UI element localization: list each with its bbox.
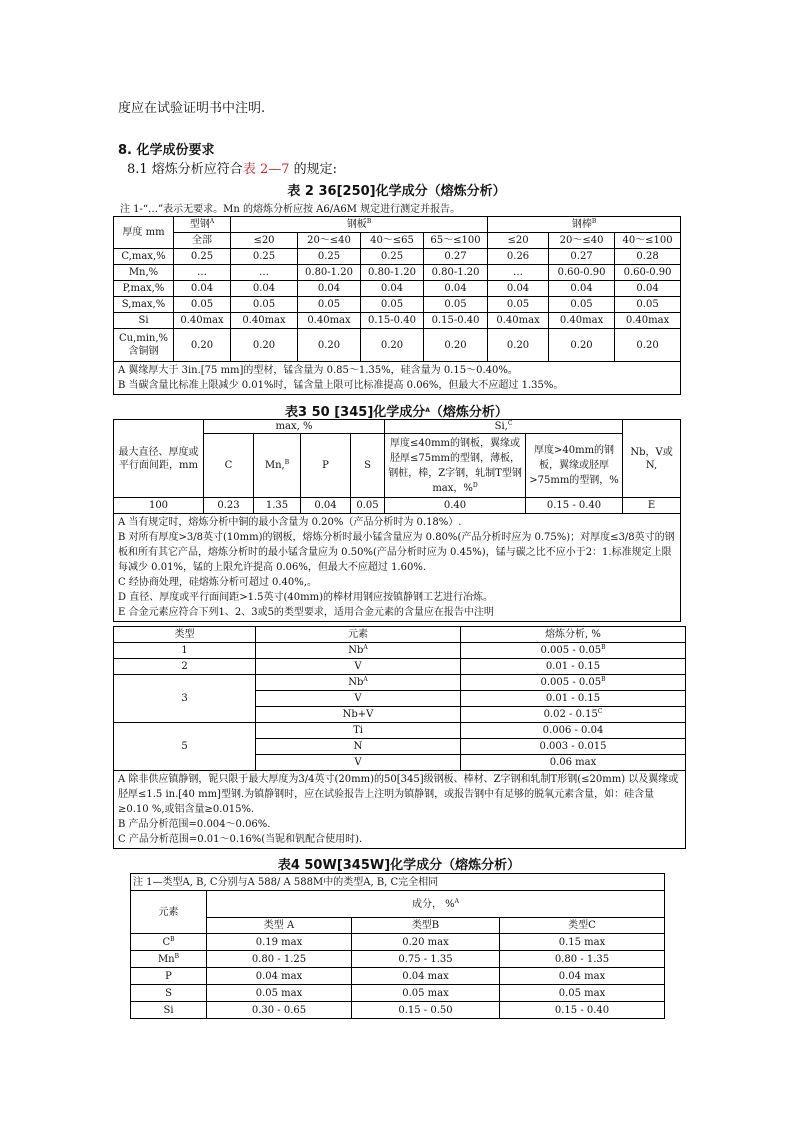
table-cell: $Nb^A$	[256, 675, 461, 691]
row-label: Cu,min,% 含铜钢	[114, 329, 174, 362]
table-cell: 0.80 - 1.25	[207, 951, 352, 968]
table-cell: 0.25	[361, 249, 424, 265]
table-cell: 0.40max	[615, 313, 681, 329]
bar-range: 20～≤40	[549, 233, 615, 249]
footnote: D 直径、厚度或平行面间距>1.5英寸(40mm)的棒材用钢应按镇静钢工艺进行冶炼。	[118, 592, 493, 603]
footnote: A 除非供应镇静钢，铌只限于最大厚度为3/4英寸(20mm)的50[345]级钢板、棒材、Z字钢和轧制T形钢(≤20mm) 以及翼缘或胫厚≤1.5 in.[40 mm]型钢.为镇静钢时，应在试验报告上注明为镇静钢，或报告钢中有足够的脱氧元素含量，如：硅含量≥0.10 %,或铝含量≥0.015%.	[118, 774, 679, 815]
table-cell: 0.04	[424, 281, 488, 297]
table-cell: 0.15-0.40	[424, 313, 488, 329]
header-element: 元素	[131, 891, 207, 934]
table-cell: 0.05	[549, 297, 615, 313]
table3-caption: 表3 50 [345]化学成分$^A$（熔炼分析）	[285, 405, 508, 420]
table-cell: V	[256, 659, 461, 675]
table-cell: 0.40max	[488, 313, 549, 329]
table-cell: 100	[114, 498, 204, 514]
table-cell: P	[131, 968, 207, 985]
table-cell: 0.04	[488, 281, 549, 297]
footnote: E 合金元素应符合下列1、2、3或5的类型要求，适用合金元素的含量应在报告中注明	[118, 607, 494, 618]
table-cell: 0.28	[615, 249, 681, 265]
footnote: C 经协商处理，硅熔炼分析可超过 0.40%,。	[118, 577, 317, 588]
table-cell: 0.003 - 0.015	[461, 739, 686, 755]
table-cell: 0.60-0.90	[615, 265, 681, 281]
header-type-b: 类型B	[352, 918, 500, 934]
clause-suffix: 的规定:	[289, 162, 338, 177]
table-cell: 0.05	[174, 297, 231, 313]
table-cell: 0.40max	[231, 313, 298, 329]
header-plate: 钢板$^B$	[231, 217, 488, 233]
table-cell: 0.40max	[174, 313, 231, 329]
table2	[113, 216, 681, 395]
table-cell: 3	[114, 675, 256, 723]
table-cell: 0.04	[298, 281, 361, 297]
table-cell: Ti	[256, 723, 461, 739]
table2-caption: 表 2 36[250]化学成分（熔炼分析）	[287, 184, 506, 199]
table-cell: 0.20	[174, 329, 231, 362]
table-row	[114, 329, 681, 362]
table-row	[114, 313, 681, 329]
header-nb-v-n: Nb，V或N,	[623, 420, 681, 498]
table-cell: 0.40	[385, 498, 526, 514]
table-cell: 0.20 max	[352, 934, 500, 951]
header-type-a: 类型 A	[207, 918, 352, 934]
table-row	[131, 985, 665, 1002]
header-shape-all: 全部	[174, 233, 231, 249]
table-cell: Si	[131, 1002, 207, 1019]
header-thickness: 厚度 mm	[114, 217, 174, 249]
table-cell: 0.05 max	[352, 985, 500, 1002]
table-cell: 0.15 max	[500, 934, 665, 951]
table-cell: 0.05	[298, 297, 361, 313]
table-cell: 0.80-1.20	[361, 265, 424, 281]
table-cell: 0.80-1.20	[424, 265, 488, 281]
header-max: max, %	[204, 420, 385, 434]
table3	[113, 419, 681, 622]
table-row	[114, 281, 681, 297]
table-cell: 0.006 - 0.04	[461, 723, 686, 739]
header-element: 元素	[256, 627, 461, 643]
table-cell: 0.04 max	[500, 968, 665, 985]
table-cell: 0.20	[231, 329, 298, 362]
table-cell: 0.05	[361, 297, 424, 313]
table-cell: 0.05	[488, 297, 549, 313]
section-heading	[118, 139, 215, 158]
table-cell: E	[623, 498, 681, 514]
table-cell: 0.30 - 0.65	[207, 1002, 352, 1019]
row-label: Si	[114, 313, 174, 329]
table-cell: 0.27	[424, 249, 488, 265]
table-cell: V	[256, 755, 461, 771]
table-cell: 0.20	[615, 329, 681, 362]
table-cell: 0.25	[298, 249, 361, 265]
footnote: B 产品分析范围=0.004～0.06%.	[118, 819, 271, 830]
table-cell: 0.40max	[549, 313, 615, 329]
table-cell: 0.04	[231, 281, 298, 297]
header-si: Si,$^C$	[385, 420, 623, 434]
header-type-c: 类型C	[500, 918, 665, 934]
table-cell: 0.80-1.20	[298, 265, 361, 281]
clause-8-1	[127, 158, 337, 177]
table-cell: 0.25	[174, 249, 231, 265]
footnote: A 当有规定时，熔炼分析中铜的最小含量为 0.20%（产品分析时为 0.18%）.	[118, 517, 462, 528]
table-cell: 0.05	[615, 297, 681, 313]
table-cell: $0.005 - 0.05^B$	[461, 643, 686, 659]
table-cell: 0.05	[351, 498, 385, 514]
table-cell: 0.05	[424, 297, 488, 313]
table-cell: 0.06 max	[461, 755, 686, 771]
table-cell: 0.04	[549, 281, 615, 297]
header-bar: 钢棒$^B$	[488, 217, 681, 233]
table-cell: 0.20	[298, 329, 361, 362]
table-cell: 0.80 - 1.35	[500, 951, 665, 968]
section-number: 8.	[118, 143, 132, 158]
table-cell: 0.25	[231, 249, 298, 265]
table-row	[114, 297, 681, 313]
footnote: A 翼缘厚大于 3in.[75 mm]的型材，锰含量为 0.85～1.35%，硅含量为 0.15～0.40%。	[118, 365, 518, 376]
table-cell: 0.15 - 0.40	[500, 1002, 665, 1019]
table-cell: 1.35	[254, 498, 301, 514]
table-cell: $0.005 - 0.05^B$	[461, 675, 686, 691]
table-cell: 2	[114, 659, 256, 675]
table-cell: 0.01 - 0.15	[461, 659, 686, 675]
table2-footnotes	[114, 362, 681, 395]
table-cell: 0.04	[361, 281, 424, 297]
table-cell: V	[256, 691, 461, 707]
header-heat-analysis: 熔炼分析, %	[461, 627, 686, 643]
table-cell: 0.04 max	[352, 968, 500, 985]
table-cell: $0.02 - 0.15^C$	[461, 707, 686, 723]
plate-range: ≤20	[231, 233, 298, 249]
bar-range: ≤20	[488, 233, 549, 249]
table-row	[131, 951, 665, 968]
table-cell: …	[231, 265, 298, 281]
table-cell: $Mn^B$	[131, 951, 207, 968]
table-cell: 0.20	[549, 329, 615, 362]
plate-range: 65～≤100	[424, 233, 488, 249]
footnote: C 产品分析范围=0.01～0.16%(当铌和钒配合使用时).	[118, 834, 363, 845]
row-label: C,max,%	[114, 249, 174, 265]
clause-prefix: 8.1 熔炼分析应符合	[127, 162, 243, 177]
table-cell: 0.23	[204, 498, 254, 514]
table-cell: 0.05 max	[500, 985, 665, 1002]
table-cell: …	[488, 265, 549, 281]
table4-caption: 表4 50W[345W]化学成分（熔炼分析）	[277, 858, 521, 873]
table2-note: 注 1-“…”表示无要求。Mn 的熔炼分析应按 A6/A6M 规定进行测定并报告。	[120, 204, 461, 215]
section-title: 化学成份要求	[136, 143, 215, 158]
table3-alloy-types	[113, 626, 686, 849]
table-cell: N	[256, 739, 461, 755]
table-cell: 0.40max	[298, 313, 361, 329]
table-cell: 0.04 max	[207, 968, 352, 985]
table-cell: 0.15 - 0.50	[352, 1002, 500, 1019]
table-cell: Nb+V	[256, 707, 461, 723]
table-cell: 0.15-0.40	[361, 313, 424, 329]
table-row	[114, 265, 681, 281]
table-cell: 0.75 - 1.35	[352, 951, 500, 968]
table-cell: 0.20	[424, 329, 488, 362]
table-cell: 5	[114, 723, 256, 771]
header-mn: Mn,$^B$	[254, 434, 301, 498]
table-row	[114, 659, 686, 675]
table-cell: 0.27	[549, 249, 615, 265]
table-row	[131, 968, 665, 985]
alloy-footnotes	[114, 771, 686, 849]
table-cell: 0.05 max	[207, 985, 352, 1002]
table-cell: 0.05	[231, 297, 298, 313]
row-label: P,max,%	[114, 281, 174, 297]
table4-note: 注 1—类型A, B, C分别与A 588/ A 588M中的类型A, B, C完全相同	[131, 874, 665, 891]
footnote: B 当碳含量比标准上限减少 0.01%时，锰含量上限可比标准提高 0.06%，但最大不应超过 1.35%。	[118, 380, 564, 391]
plate-range: 40～≤65	[361, 233, 424, 249]
table-cell: 0.20	[361, 329, 424, 362]
table-cell: 0.04	[301, 498, 351, 514]
table-cell: 0.01 - 0.15	[461, 691, 686, 707]
row-label: Mn,%	[114, 265, 174, 281]
header-type: 类型	[114, 627, 256, 643]
table-row	[131, 934, 665, 951]
header-s: S	[351, 434, 385, 498]
table-reference-link[interactable]: 表 2—7	[242, 162, 290, 177]
table-cell: 0.20	[488, 329, 549, 362]
table-cell: 0.26	[488, 249, 549, 265]
header-si-thin: 厚度≤40mm的钢板，翼缘或胫厚≤75mm的型钢，薄板，钢桩，棒，Z字钢，轧制T型钢max，%$^D$	[385, 434, 526, 498]
table-cell: S	[131, 985, 207, 1002]
table-cell: 0.19 max	[207, 934, 352, 951]
table-row	[114, 249, 681, 265]
table3-footnotes	[114, 514, 681, 622]
table-cell: $Nb^A$	[256, 643, 461, 659]
table-cell: 0.60-0.90	[549, 265, 615, 281]
table-row	[114, 498, 681, 514]
header-c: C	[204, 434, 254, 498]
table-cell: …	[174, 265, 231, 281]
header-composition: 成分， %$^A$	[207, 891, 665, 918]
bar-range: 40～≤100	[615, 233, 681, 249]
table-cell: $C^B$	[131, 934, 207, 951]
header-p: P	[301, 434, 351, 498]
table-row	[131, 1002, 665, 1019]
table-cell: 1	[114, 643, 256, 659]
table-cell: 0.04	[174, 281, 231, 297]
table-cell: 0.04	[615, 281, 681, 297]
plate-range: 20～≤40	[298, 233, 361, 249]
footnote: B 对所有厚度>3/8英寸(10mm)的钢板，熔炼分析时最小锰含量应为 0.80%(产品分析时应为 0.75%)；对厚度≤3/8英寸的钢板和所有其它产品，熔炼分析时的最小锰含量应为 0.50%(产品分析时应为 0.45%)，锰与碳之比不应小于2：1.标准规定上限每减少 0.01%，锰的上限允许提高 0.06%，但最大不应超过 1.60%.	[118, 532, 675, 573]
header-max-dimension: 最大直径、厚度或平行面间距，mm	[114, 420, 204, 498]
header-si-thick: 厚度>40mm的钢板，翼缘或胫厚>75mm的型钢，%	[526, 434, 623, 498]
table-cell: 0.15 - 0.40	[526, 498, 623, 514]
table-row	[114, 643, 686, 659]
table4	[130, 873, 665, 1019]
table-row	[114, 675, 686, 691]
table-row	[114, 723, 686, 739]
header-shape: 型钢$^A$	[174, 217, 231, 233]
row-label: S,max,%	[114, 297, 174, 313]
intro-line: 度应在试验证明书中注明.	[118, 101, 266, 116]
